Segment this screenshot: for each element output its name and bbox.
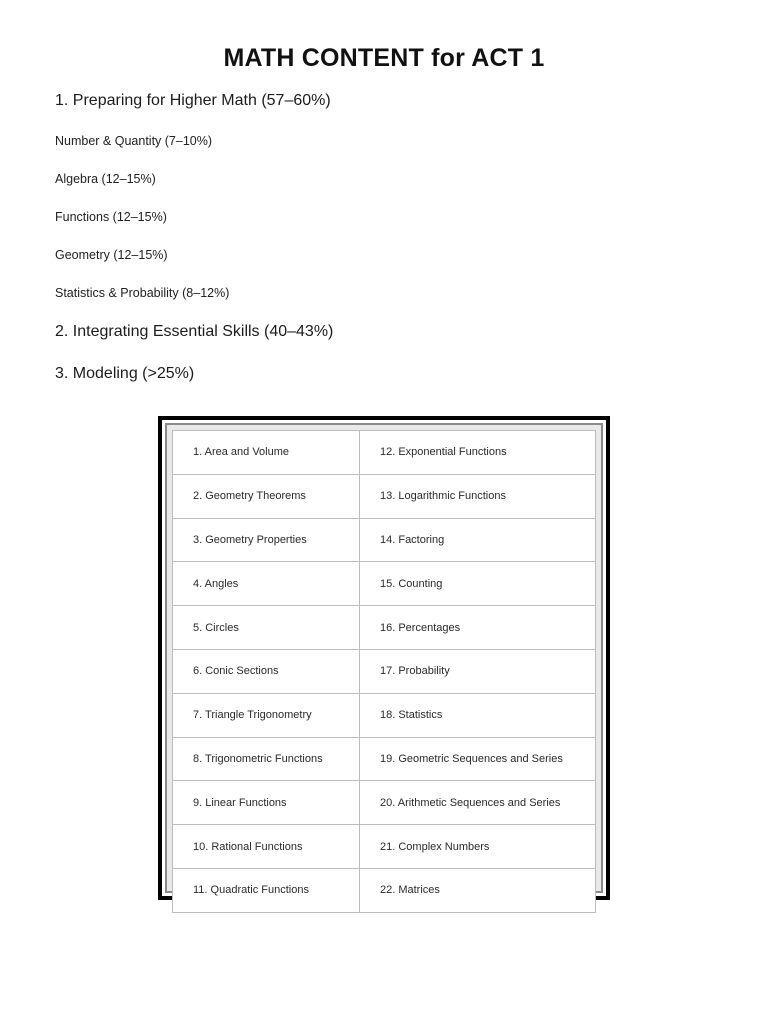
table-cell: 4. Angles: [173, 562, 360, 606]
table-row: [173, 474, 596, 518]
subtopic-statistics-probability: Statistics & Probability (8–12%): [55, 286, 230, 300]
table-row: [173, 431, 596, 475]
table-row: [173, 868, 596, 912]
table-cell: 10. Rational Functions: [173, 825, 360, 869]
page-title: MATH CONTENT for ACT 1: [223, 44, 545, 72]
table-row: [173, 825, 596, 869]
subtopic-geometry: Geometry (12–15%): [55, 248, 168, 262]
table-cell: 16. Percentages: [360, 606, 596, 650]
table-cell: 12. Exponential Functions: [360, 431, 596, 475]
table-cell: 22. Matrices: [360, 868, 596, 912]
subtopic-functions: Functions (12–15%): [55, 210, 167, 224]
table-row: [173, 562, 596, 606]
subtopic-algebra: Algebra (12–15%): [55, 172, 156, 186]
topic-table-frame: [158, 416, 610, 900]
table-cell: 21. Complex Numbers: [360, 825, 596, 869]
table-cell: 5. Circles: [173, 606, 360, 650]
table-cell: 18. Statistics: [360, 693, 596, 737]
table-cell: 14. Factoring: [360, 518, 596, 562]
section-heading-modeling: 3. Modeling (>25%): [55, 365, 195, 382]
topic-table-body: [173, 431, 596, 913]
table-cell: 20. Arithmetic Sequences and Series: [360, 781, 596, 825]
subtopic-number-quantity: Number & Quantity (7–10%): [55, 134, 213, 148]
table-row: [173, 781, 596, 825]
table-cell: 11. Quadratic Functions: [173, 868, 360, 912]
table-cell: 19. Geometric Sequences and Series: [360, 737, 596, 781]
table-cell: 13. Logarithmic Functions: [360, 474, 596, 518]
table-cell: 2. Geometry Theorems: [173, 474, 360, 518]
table-cell: 17. Probability: [360, 649, 596, 693]
table-cell: 6. Conic Sections: [173, 649, 360, 693]
table-row: [173, 693, 596, 737]
table-cell: 8. Trigonometric Functions: [173, 737, 360, 781]
table-row: [173, 518, 596, 562]
table-cell: 1. Area and Volume: [173, 431, 360, 475]
table-row: [173, 737, 596, 781]
table-cell: 15. Counting: [360, 562, 596, 606]
table-cell: 3. Geometry Properties: [173, 518, 360, 562]
section-heading-preparing: 1. Preparing for Higher Math (57–60%): [55, 92, 331, 109]
section-heading-integrating: 2. Integrating Essential Skills (40–43%): [55, 323, 334, 340]
table-row: [173, 606, 596, 650]
topic-table-border: [165, 423, 603, 897]
table-cell: 7. Triangle Trigonometry: [173, 693, 360, 737]
topic-table: [172, 430, 596, 913]
table-cell: 9. Linear Functions: [173, 781, 360, 825]
table-row: [173, 649, 596, 693]
